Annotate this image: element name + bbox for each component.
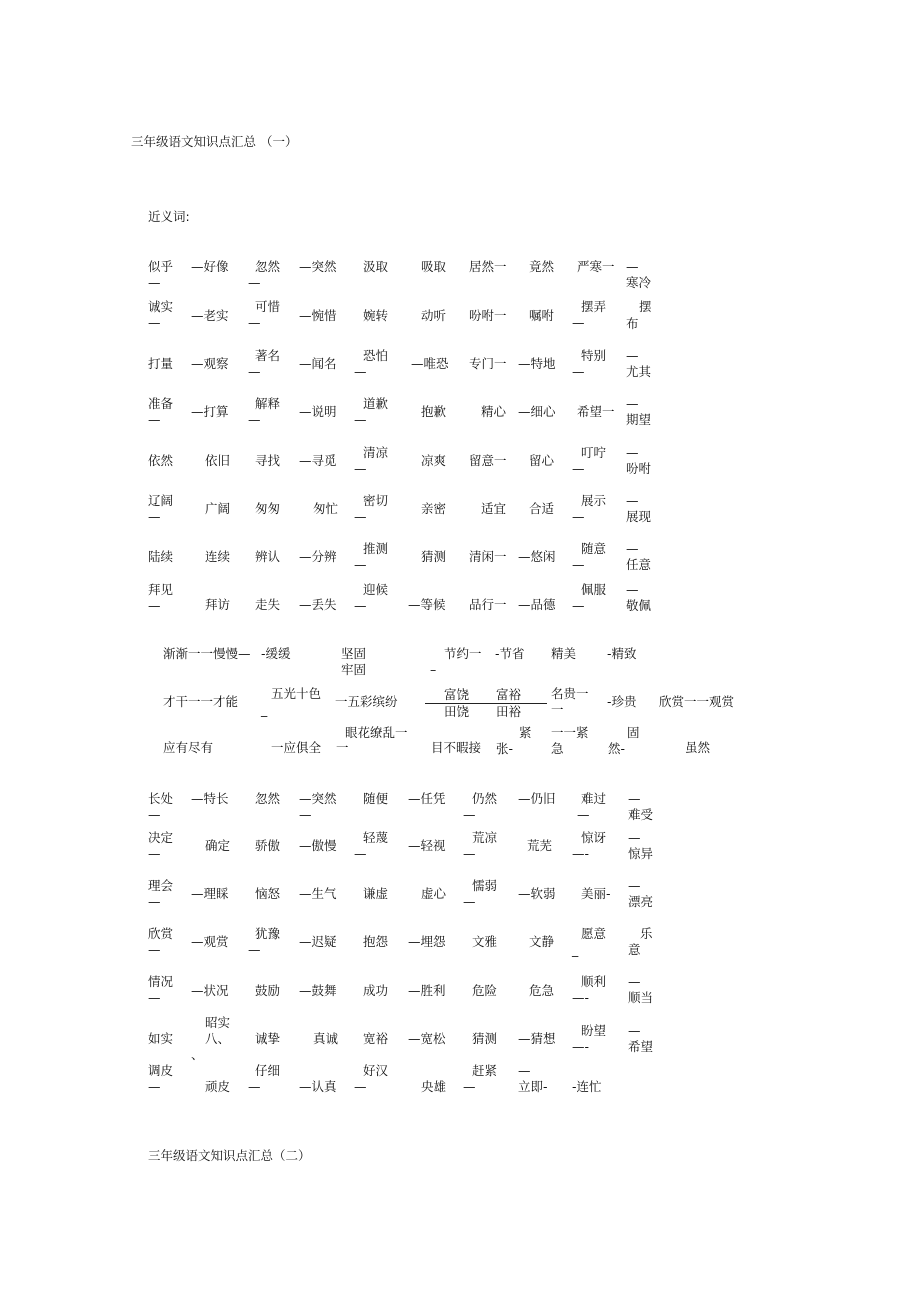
synonym-word: 固 [627, 725, 640, 740]
synonym-word: 品行一 [469, 597, 507, 612]
synonym-word: 希望一 [577, 404, 615, 419]
synonym-word: —突然 [299, 259, 337, 274]
synonym-word: 荒芜 [527, 838, 553, 853]
synonym-word: 摆 [639, 299, 652, 314]
synonym-word: 仍然 [472, 791, 498, 806]
synonym-word: 意 [628, 942, 641, 957]
dash-mark: — [354, 461, 367, 476]
dash-mark: — [248, 315, 261, 330]
synonym-word: 难受 [628, 807, 654, 822]
synonym-word: 牢固 [341, 662, 367, 677]
synonym-word: 走失 [255, 597, 281, 612]
synonym-word: 情况 [148, 974, 174, 989]
synonym-word: 荒凉 [472, 830, 498, 845]
synonym-word: —悠闲 [518, 549, 556, 564]
synonym-word: 美丽- [581, 886, 611, 901]
synonym-word: 应有尽有 [163, 740, 214, 755]
synonym-word: —闻名 [299, 356, 337, 371]
synonym-word: —寻觅 [299, 453, 337, 468]
dash-mark: — [148, 942, 161, 957]
synonym-word: 名贵一 [551, 686, 589, 701]
synonym-word: 张- [496, 741, 514, 756]
synonym-word: — [626, 493, 639, 508]
synonym-word: — [626, 541, 639, 556]
synonym-word: 顺当 [628, 990, 654, 1005]
synonym-word: 懦弱 [472, 878, 498, 893]
synonym-word: 专门一 [469, 356, 507, 371]
synonym-word: 虚心 [421, 886, 447, 901]
synonym-word: 清凉 [363, 445, 389, 460]
synonym-word: 确定 [205, 838, 231, 853]
synonym-word: —老实 [191, 308, 229, 323]
synonym-word: 仔细 [255, 1063, 281, 1078]
synonym-word: 广阔 [205, 501, 231, 516]
synonym-word: 成功 [363, 983, 389, 998]
synonym-word: 展示 [581, 493, 607, 508]
synonym-word: 拜访 [205, 597, 231, 612]
synonym-word: -缓缓 [261, 646, 291, 661]
synonym-word: 居然一 [469, 259, 507, 274]
dash-mark: — [572, 557, 585, 572]
synonym-word: 宽裕 [363, 1031, 389, 1046]
synonym-word: 一一紧 [551, 725, 589, 740]
dash-mark: — [354, 364, 367, 379]
synonym-word: 八、 [205, 1031, 231, 1046]
synonym-word: 如实 [148, 1031, 174, 1046]
synonym-word: —说明 [299, 404, 337, 419]
synonym-word: 、 [191, 1047, 204, 1062]
synonym-word: — [626, 259, 639, 274]
synonym-word: — [626, 348, 639, 363]
synonym-word: — [628, 878, 641, 893]
synonym-word: 顺利 [581, 974, 607, 989]
synonym-word: 危险 [472, 983, 498, 998]
synonym-word: 一五彩缤纷 [335, 694, 398, 709]
synonym-word: 欣赏一一观赏 [659, 694, 735, 709]
dash-mark: — [572, 509, 585, 524]
dash-mark: — [148, 598, 161, 613]
synonym-word: 摆弄 [581, 299, 607, 314]
synonym-word: 匆匆 [255, 501, 281, 516]
synonym-word: 叮咛 [581, 445, 607, 460]
dash-mark: — [148, 1079, 161, 1094]
synonym-word: 寻找 [255, 453, 281, 468]
dash-mark: — [148, 315, 161, 330]
synonym-word: 理会 [148, 878, 174, 893]
synonym-word: 合适 [529, 501, 555, 516]
synonym-word: 留意一 [469, 453, 507, 468]
synonym-word: -精致 [607, 646, 637, 661]
synonym-word: 清闲一 [469, 549, 507, 564]
synonym-word: 尤其 [626, 364, 652, 379]
synonym-word: 立即- [518, 1079, 548, 1094]
synonym-word: —认真 [299, 1079, 337, 1094]
section-heading: 近义词: [148, 209, 190, 224]
doc-title-1: 三年级语文知识点汇总 （一） [131, 134, 298, 149]
synonym-word: 诚实 [148, 299, 174, 314]
synonym-word: 昭实 [205, 1015, 231, 1030]
synonym-word: 虽然 [685, 740, 711, 755]
synonym-word: —唯恐 [411, 356, 449, 371]
synonym-word: 好汉 [363, 1063, 389, 1078]
synonym-word: 辨认 [255, 549, 281, 564]
dash-mark: — [148, 275, 161, 290]
synonym-word: — [626, 582, 639, 597]
dash-mark: — [248, 364, 261, 379]
synonym-word: -连忙 [572, 1079, 602, 1094]
synonym-word: 紧 [519, 725, 532, 740]
dash-mark: — [248, 942, 261, 957]
synonym-word: 危急 [529, 983, 555, 998]
dash-mark: —- [572, 990, 590, 1005]
synonym-word: 推测 [363, 541, 389, 556]
synonym-word: 谦虚 [363, 886, 389, 901]
synonym-word: 连续 [205, 549, 231, 564]
synonym-word: 恼怒 [255, 886, 281, 901]
synonym-word: 顽皮 [205, 1079, 231, 1094]
dash-mark: — [463, 894, 476, 909]
synonym-word: —生气 [299, 886, 337, 901]
synonym-word: —理睬 [191, 886, 229, 901]
synonym-word: 精心 [481, 404, 507, 419]
synonym-word: — [628, 974, 641, 989]
synonym-word: — [626, 396, 639, 411]
synonym-word: 诚挚 [255, 1031, 281, 1046]
dash-mark: — [148, 509, 161, 524]
synonym-word: 陆续 [148, 549, 174, 564]
synonym-word: 展现 [626, 509, 652, 524]
synonym-word: —品德 [518, 597, 556, 612]
synonym-word: 忽然 [255, 791, 281, 806]
synonym-word: 文静 [529, 934, 555, 949]
dash-mark: 一 [336, 740, 349, 755]
dash-mark: — [463, 846, 476, 861]
synonym-word: —观察 [191, 356, 229, 371]
synonym-word: 希望 [628, 1039, 654, 1054]
dash-mark: — [148, 846, 161, 861]
dash-mark: — [572, 364, 585, 379]
synonym-word: —惋惜 [299, 308, 337, 323]
synonym-word: 解释 [255, 396, 281, 411]
dash-mark: — [354, 846, 367, 861]
synonym-word: 嘱咐 [529, 308, 555, 323]
synonym-word: —细心 [518, 404, 556, 419]
dash-mark: — [354, 1079, 367, 1094]
synonym-word: 适宜 [481, 501, 507, 516]
synonym-word: —胜利 [408, 983, 446, 998]
synonym-word: 乐 [640, 926, 653, 941]
synonym-word: -节省 [495, 646, 525, 661]
synonym-word: 央雄 [421, 1079, 447, 1094]
synonym-word: — [628, 1023, 641, 1038]
dash-mark: — [148, 990, 161, 1005]
synonym-word: 然- [608, 741, 626, 756]
synonym-word: 决定 [148, 830, 174, 845]
synonym-word: —分辨 [299, 549, 337, 564]
synonym-word: 匆忙 [313, 501, 339, 516]
synonym-word: 眼花缭乱一 [345, 725, 408, 740]
synonym-word: 动听 [421, 308, 447, 323]
dash-mark: — [572, 461, 585, 476]
synonym-word: 目不暇接 [431, 740, 482, 755]
dash-mark: _ [261, 702, 268, 717]
synonym-word: 文雅 [472, 934, 498, 949]
synonym-word: — [518, 1063, 531, 1078]
synonym-word: 真诚 [313, 1031, 339, 1046]
synonym-word: 急 [551, 741, 564, 756]
synonym-word: —宽松 [408, 1031, 446, 1046]
dash-mark: 一 [551, 702, 564, 717]
dash-mark: — [148, 894, 161, 909]
synonym-word: 欣赏 [148, 926, 174, 941]
synonym-word: 富裕 [496, 687, 522, 702]
synonym-word: 富饶 [444, 687, 470, 702]
synonym-word: 严寒一 [577, 259, 615, 274]
dash-mark: — [577, 807, 590, 822]
synonym-word: — [628, 791, 641, 806]
synonym-word: 猜测 [421, 549, 447, 564]
synonym-word: 留心 [529, 453, 555, 468]
synonym-word: 可惜 [255, 299, 281, 314]
dash-mark: — [354, 509, 367, 524]
synonym-word: 拜见 [148, 582, 174, 597]
synonym-word: 难过 [581, 791, 607, 806]
synonym-word: —好像 [191, 259, 229, 274]
synonym-word: 竟然 [529, 259, 555, 274]
synonym-word: 随意 [581, 541, 607, 556]
dash-mark: — [354, 412, 367, 427]
synonym-word: 惊异 [628, 846, 654, 861]
dash-mark: — [248, 412, 261, 427]
synonym-word: 婉转 [363, 308, 389, 323]
synonym-word: 忽然 [255, 259, 281, 274]
synonym-word: 五光十色 [271, 686, 322, 701]
dash-mark: — [248, 275, 261, 290]
synonym-word: 道歉 [363, 396, 389, 411]
synonym-word: 寒冷 [626, 275, 652, 290]
synonym-word: —观赏 [191, 934, 229, 949]
dash-mark: — [572, 598, 585, 613]
synonym-word: 节约一 [444, 646, 482, 661]
synonym-word: 依然 [148, 453, 174, 468]
dash-mark: —- [572, 846, 590, 861]
synonym-word: —丢失 [299, 597, 337, 612]
synonym-word: 似乎 [148, 259, 174, 274]
synonym-word: 吸取 [421, 259, 447, 274]
synonym-word: —突然 [299, 791, 337, 806]
synonym-word: —等候 [408, 597, 446, 612]
synonym-word: —埋怨 [408, 934, 446, 949]
synonym-word: -珍贵 [607, 694, 637, 709]
synonym-word: 任意 [626, 557, 652, 572]
synonym-word: — [626, 445, 639, 460]
synonym-word: 迎候 [363, 582, 389, 597]
synonym-word: 漂亮 [628, 894, 654, 909]
synonym-word: 期望 [626, 412, 652, 427]
synonym-word: 调皮 [148, 1063, 174, 1078]
synonym-word: 依旧 [205, 453, 231, 468]
synonym-word: 打量 [148, 356, 174, 371]
synonym-word: 田裕 [496, 704, 522, 719]
dash-mark: —- [572, 1039, 590, 1054]
synonym-word: 恐怕 [363, 348, 389, 363]
synonym-word: 抱怨 [363, 934, 389, 949]
synonym-word: 准备 [148, 396, 174, 411]
synonym-word: 坚固 [341, 646, 367, 661]
dash-mark: _ [572, 942, 579, 957]
synonym-word: 一应俱全 [271, 740, 322, 755]
synonym-word: 才干一一才能 [163, 694, 239, 709]
synonym-word: 随便 [363, 791, 389, 806]
dash-mark: – [430, 662, 437, 677]
synonym-word: 猜测 [472, 1031, 498, 1046]
synonym-word: 佩服 [581, 582, 607, 597]
dash-mark: — [148, 412, 161, 427]
synonym-word: —鼓舞 [299, 983, 337, 998]
synonym-word: 惊讶 [581, 830, 607, 845]
synonym-word: —任凭 [408, 791, 446, 806]
dash-mark: — [248, 1079, 261, 1094]
dash-mark: — [148, 807, 161, 822]
synonym-word: —状况 [191, 983, 229, 998]
synonym-word: —软弱 [518, 886, 556, 901]
dash-mark: — [354, 598, 367, 613]
synonym-word: 抱歉 [421, 404, 447, 419]
synonym-word: 汲取 [363, 259, 389, 274]
dash-mark: — [299, 807, 312, 822]
synonym-word: 田饶 [444, 704, 470, 719]
synonym-word: 吩咐 [626, 461, 652, 476]
synonym-word: 敬佩 [626, 598, 652, 613]
doc-title-2: 三年级语文知识点汇总（二） [148, 1148, 311, 1163]
dash-mark: — [572, 315, 585, 330]
synonym-word: —特长 [191, 791, 229, 806]
synonym-word: —轻视 [408, 838, 446, 853]
synonym-word: 骄傲 [255, 838, 281, 853]
synonym-word: 凉爽 [421, 453, 447, 468]
synonym-word: 吩咐一 [469, 308, 507, 323]
synonym-word: 轻蔑 [363, 830, 389, 845]
dash-mark: — [463, 1079, 476, 1094]
dash-mark: — [463, 807, 476, 822]
synonym-word: 渐渐一一慢慢— [163, 646, 251, 661]
synonym-word: 盼望 [581, 1023, 607, 1038]
synonym-word: —仍旧 [518, 791, 556, 806]
dash-mark: — [354, 557, 367, 572]
synonym-word: 犹豫 [255, 926, 281, 941]
synonym-word: 精美 [551, 646, 577, 661]
synonym-word: —猜想 [518, 1031, 556, 1046]
synonym-word: 布 [626, 316, 639, 331]
synonym-word: 辽阔 [148, 493, 174, 508]
synonym-word: 密切 [363, 493, 389, 508]
synonym-word: 鼓励 [255, 983, 281, 998]
synonym-word: 特别 [581, 348, 607, 363]
synonym-word: —迟疑 [299, 934, 337, 949]
synonym-word: — [628, 830, 641, 845]
synonym-word: —打算 [191, 404, 229, 419]
synonym-word: 愿意 [581, 926, 607, 941]
synonym-word: 赶紧 [472, 1063, 498, 1078]
synonym-word: —特地 [518, 356, 556, 371]
synonym-word: —傲慢 [299, 838, 337, 853]
synonym-word: 亲密 [421, 501, 447, 516]
synonym-word: 著名 [255, 348, 281, 363]
synonym-word: 长处 [148, 791, 174, 806]
